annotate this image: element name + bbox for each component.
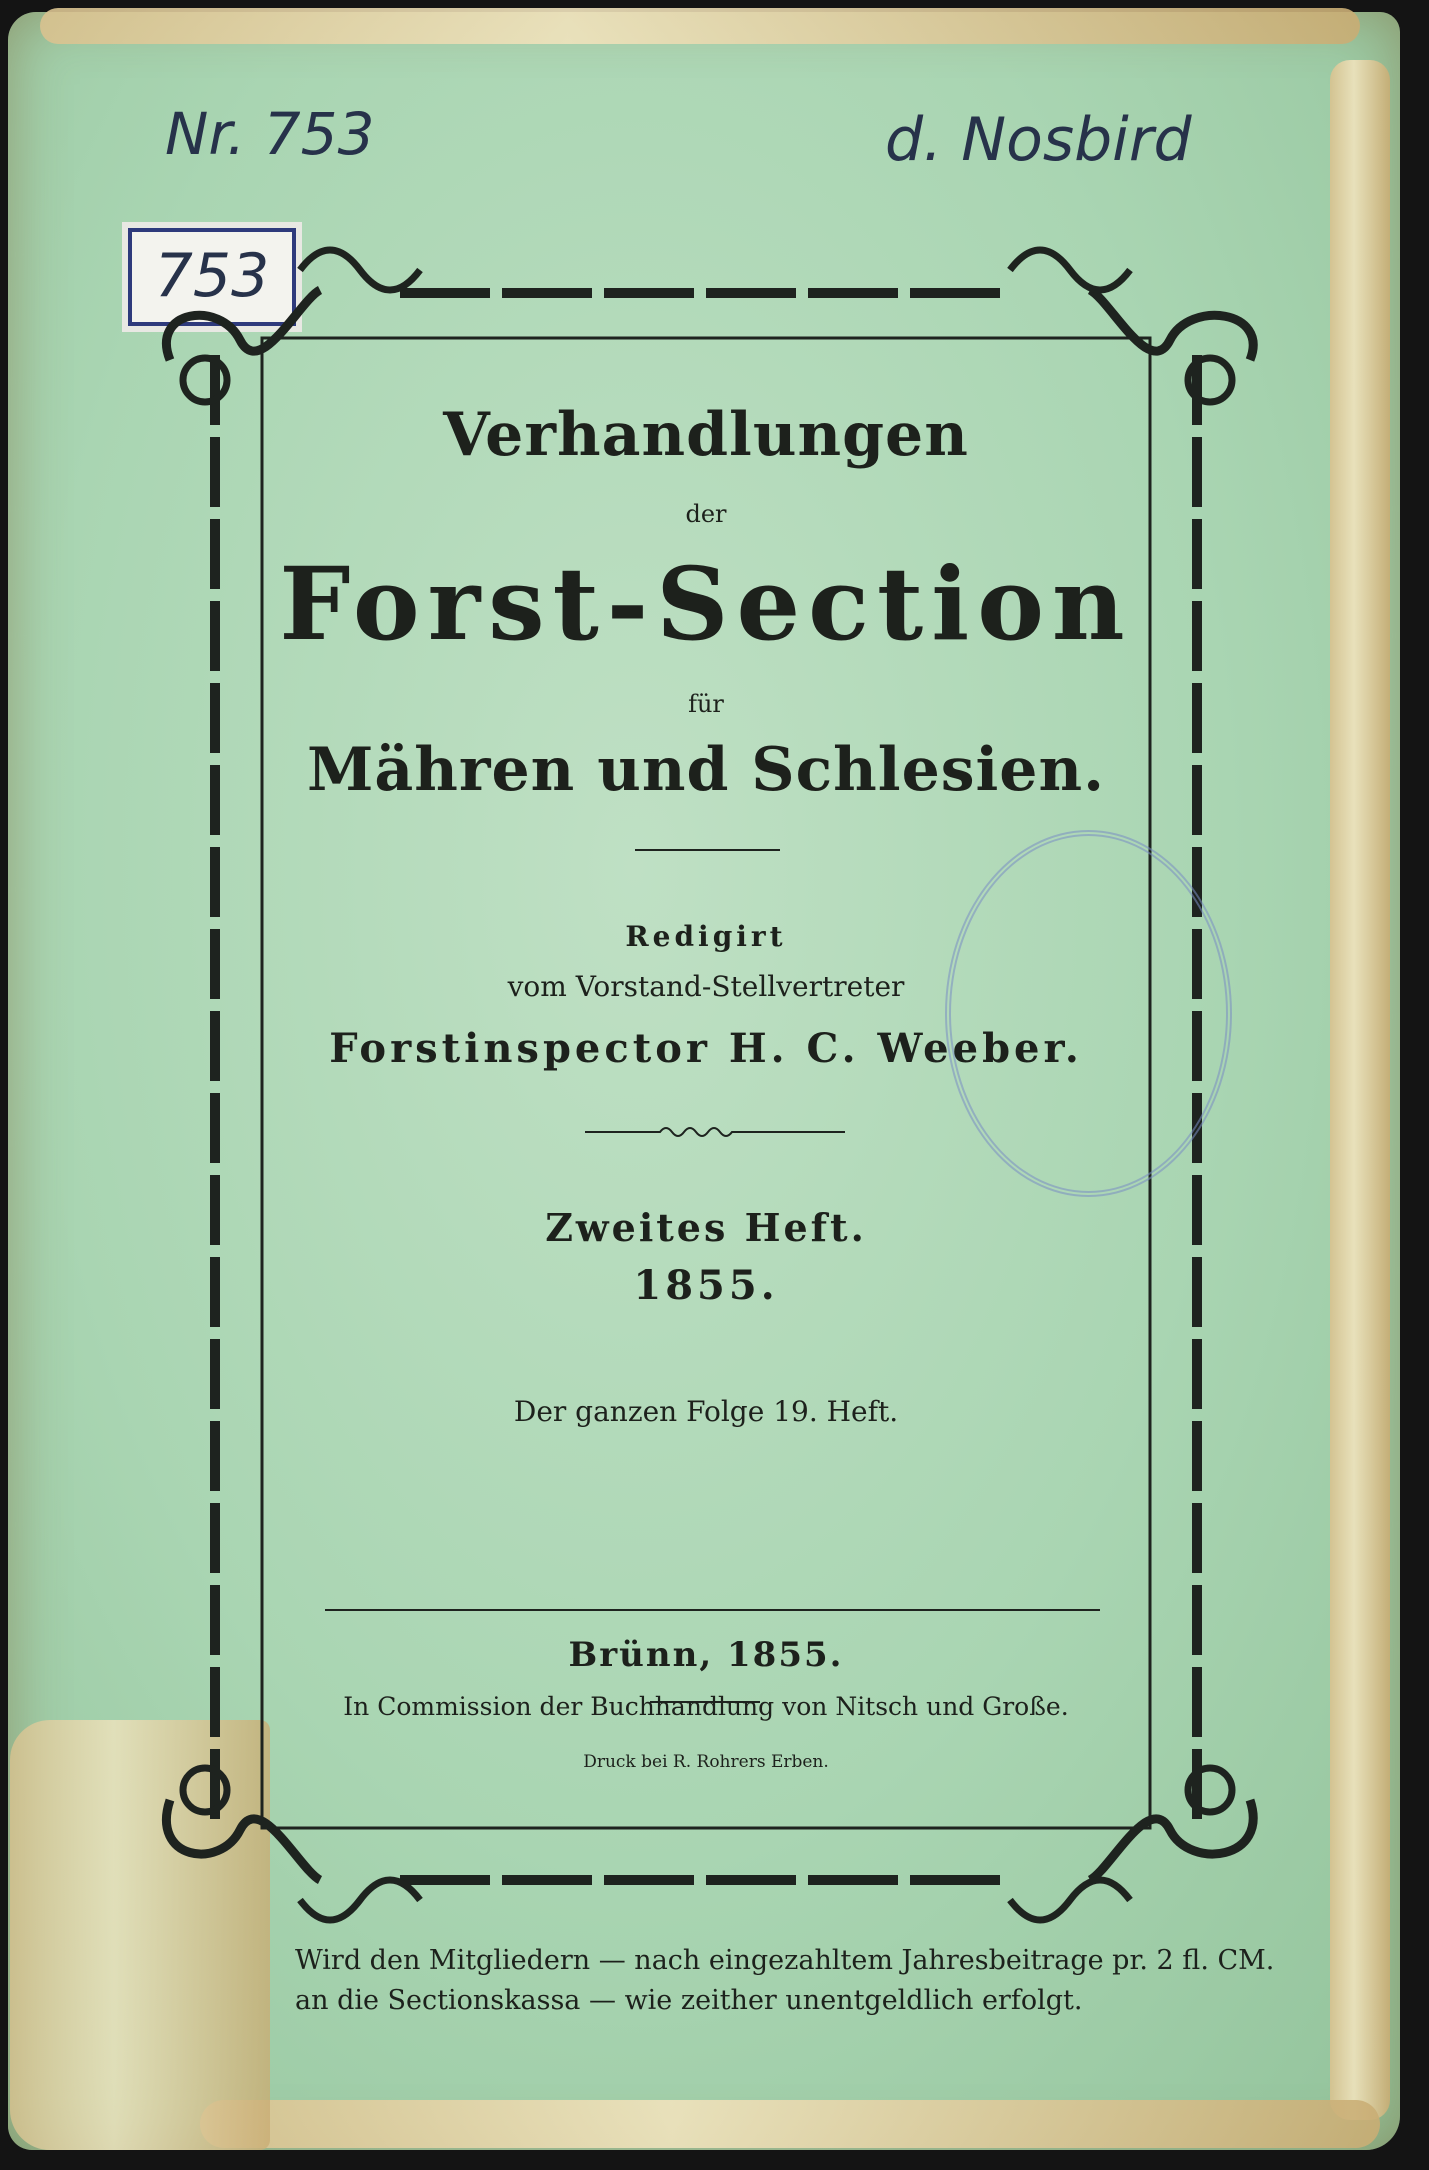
editor-role: vom Vorstand-Stellvertreter xyxy=(507,970,905,1003)
issue-zweites-heft: Zweites Heft. xyxy=(545,1205,867,1250)
title-fuer: für xyxy=(688,690,724,718)
library-stamp xyxy=(945,830,1232,1197)
handwritten-number: Nr. 753 xyxy=(165,100,375,168)
footer-line-2: an die Sectionskassa — wie zeither unentgeldlich erfolgt. xyxy=(295,1985,1083,2016)
handwritten-signature: d. Nosbird xyxy=(885,105,1192,175)
catalog-label-number: 753 xyxy=(154,241,270,311)
editor-name: Forstinspector H. C. Weeber. xyxy=(329,1025,1083,1072)
footer-line-1: Wird den Mitgliedern — nach eingezahltem Jahresbeitrage pr. 2 fl. CM. xyxy=(295,1945,1275,1976)
title-der: der xyxy=(685,500,727,528)
imprint-commission: In Commission der Buchhandlung von Nitsch und Große. xyxy=(343,1692,1069,1721)
title-maehren-schlesien: Mähren und Schlesien. xyxy=(306,735,1105,805)
editor-redigirt: Redigirt xyxy=(625,920,787,953)
title-verhandlungen: Verhandlungen xyxy=(443,400,969,470)
issue-series: Der ganzen Folge 19. Heft. xyxy=(513,1395,899,1428)
imprint-place: Brünn, 1855. xyxy=(568,1635,844,1675)
issue-year: 1855. xyxy=(633,1262,779,1309)
title-forst-section: Forst-Section xyxy=(279,545,1133,663)
imprint-printer: Druck bei R. Rohrers Erben. xyxy=(583,1752,829,1772)
